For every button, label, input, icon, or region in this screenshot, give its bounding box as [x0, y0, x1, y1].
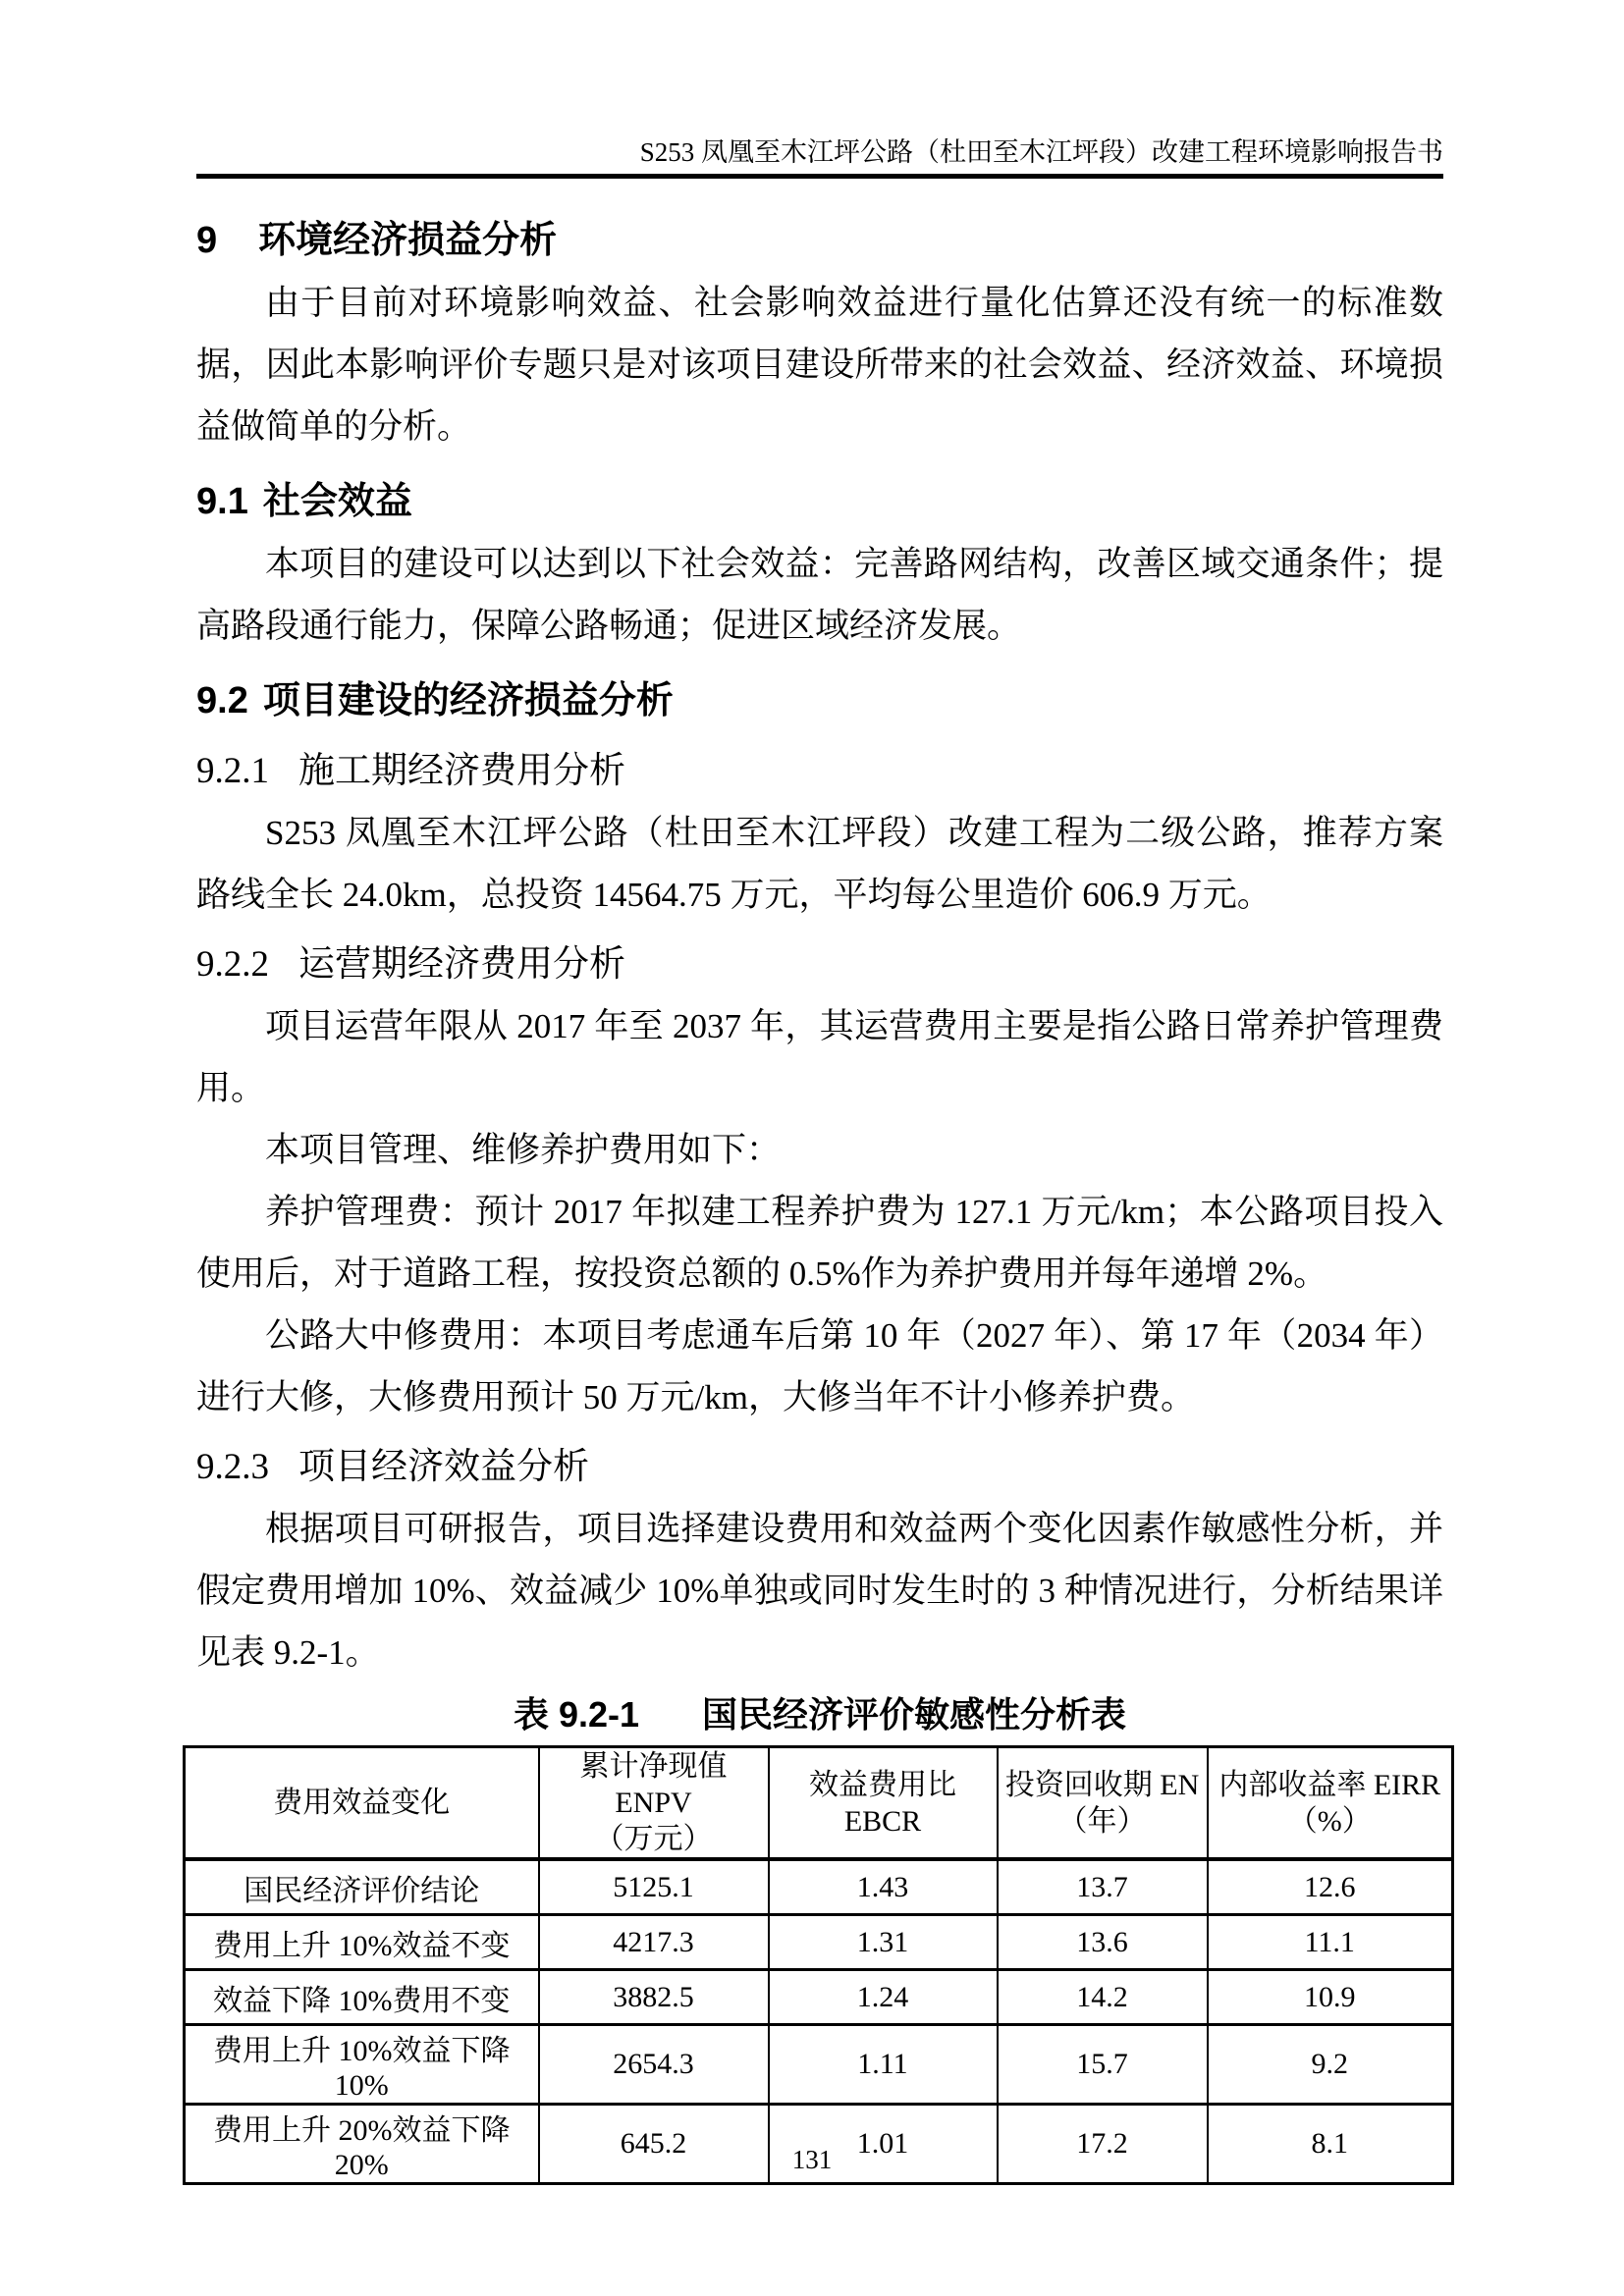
- table-caption-label: 表 9.2-1: [513, 1694, 640, 1735]
- section-9-2-3-title: 项目经济效益分析: [298, 1447, 589, 1487]
- report-header-title: S253 凤凰至木江坪公路（杜田至木江坪段）改建工程环境影响报告书: [639, 137, 1443, 167]
- col-header-ebcr: [769, 1747, 998, 1860]
- page-content: [196, 0, 1443, 2185]
- page-number: 131: [791, 2145, 833, 2174]
- ebcr-cell: 1.43: [769, 1859, 998, 1915]
- row-label-cell: 费用上升 10%效益下降 10%: [185, 2025, 539, 2105]
- col-header-line: （年）: [1057, 1804, 1147, 1838]
- paragraph-intro: 由于目前对环境影响效益、社会影响效益进行量化估算还没有统一的标准数据，因此本影响评价专题只是对该项目建设所带来的社会效益、经济效益、环境损益做简单的分析。: [196, 284, 1443, 446]
- col-header-line: 投资回收期 EN: [1004, 1768, 1200, 1801]
- section-9-2-2-title: 运营期经济费用分析: [298, 944, 625, 985]
- paragraph-construction-cost: S253 凤凰至木江坪公路（杜田至木江坪段）改建工程为二级公路，推荐方案路线全长 24.0km，总投资 14564.75 万元，平均每公里造价 606.9 万元。: [196, 814, 1443, 914]
- section-9-2-3-heading: [196, 1436, 1443, 1498]
- ebcr-cell: 1.24: [769, 1970, 998, 2025]
- enpv-cell: 2654.3: [539, 2025, 769, 2105]
- eirr-cell: 8.1: [1208, 2105, 1453, 2184]
- col-header-enpv: [539, 1747, 769, 1860]
- en-cell: 13.6: [998, 1915, 1208, 1970]
- ebcr-cell: 1.11: [769, 2025, 998, 2105]
- col-header-line: 费用效益变化: [273, 1787, 451, 1819]
- row-label-cell: 费用上升 20%效益下降 20%: [185, 2105, 539, 2184]
- paragraph-social-benefit: 本项目的建设可以达到以下社会效益：完善路网结构，改善区域交通条件；提高路段通行能力，保障公路畅通；促进区域经济发展。: [196, 545, 1443, 645]
- section-9-2-1-heading: [196, 740, 1443, 802]
- section-9-title: 环境经济损益分析: [258, 220, 558, 261]
- section-9-heading: [196, 210, 1443, 272]
- col-header-line: （万元）: [594, 1823, 713, 1855]
- col-header-line: 内部收益率 EIRR: [1218, 1768, 1441, 1801]
- paragraph-maintenance-fee: 养护管理费：预计 2017 年拟建工程养护费为 127.1 万元/km；本公路项目投入使用后，对于道路工程，按投资总额的 0.5%作为养护费用并每年递增 2%。: [196, 1193, 1443, 1293]
- paragraph-major-repair: 公路大中修费用：本项目考虑通车后第 10 年（2027 年）、第 17 年（2034 年）进行大修，大修费用预计 50 万元/km，大修当年不计小修养护费。: [196, 1316, 1443, 1416]
- section-9-2-heading: [196, 670, 1443, 732]
- table-row: [185, 1859, 1453, 1915]
- eirr-cell: 9.2: [1208, 2025, 1453, 2105]
- table-row: [185, 1970, 1453, 2025]
- eirr-cell: 12.6: [1208, 1859, 1453, 1915]
- row-label-cell: 费用上升 10%效益不变: [185, 1915, 539, 1970]
- eirr-cell: 11.1: [1208, 1915, 1453, 1970]
- ebcr-cell: 1.01: [769, 2105, 998, 2184]
- table-caption-title: 国民经济评价敏感性分析表: [702, 1694, 1127, 1735]
- section-9-1-heading: [196, 471, 1443, 533]
- en-cell: 17.2: [998, 2105, 1208, 2184]
- section-9-2-1-number: 9.2.1: [196, 751, 269, 791]
- row-label-cell: 效益下降 10%费用不变: [185, 1970, 539, 2025]
- en-cell: 15.7: [998, 2025, 1208, 2105]
- col-header-line: 累计净现值 ENPV: [579, 1750, 728, 1819]
- header-rule: [196, 174, 1443, 179]
- table-row: [185, 1915, 1453, 1970]
- table-header-row: [185, 1747, 1453, 1860]
- table-row: [185, 2025, 1453, 2105]
- section-9-1-title: 社会效益: [262, 481, 412, 522]
- ebcr-cell: 1.31: [769, 1915, 998, 1970]
- enpv-cell: 3882.5: [539, 1970, 769, 2025]
- en-cell: 13.7: [998, 1859, 1208, 1915]
- section-9-2-2-number: 9.2.2: [196, 944, 269, 985]
- section-9-1-number: 9.1: [196, 481, 248, 522]
- col-header-variation: [185, 1747, 539, 1860]
- enpv-cell: 645.2: [539, 2105, 769, 2184]
- paragraph-sensitivity: 根据项目可研报告，项目选择建设费用和效益两个变化因素作敏感性分析，并假定费用增加 10%、效益减少 10%单独或同时发生时的 3 种情况进行，分析结果详见表 9.2-1。: [196, 1510, 1443, 1672]
- enpv-cell: 4217.3: [539, 1915, 769, 1970]
- row-label-cell: 国民经济评价结论: [185, 1859, 539, 1915]
- section-9-number: 9: [196, 220, 218, 261]
- table-caption: [196, 1683, 1443, 1745]
- en-cell: 14.2: [998, 1970, 1208, 2025]
- col-header-line: （%）: [1287, 1804, 1372, 1838]
- section-9-2-1-title: 施工期经济费用分析: [298, 751, 625, 791]
- col-header-line: 效益费用比 EBCR: [809, 1768, 956, 1838]
- col-header-eirr: [1208, 1747, 1453, 1860]
- section-9-2-title: 项目建设的经济损益分析: [262, 680, 674, 721]
- paragraph-maintenance-intro: 本项目管理、维修养护费用如下：: [265, 1131, 782, 1169]
- section-9-2-3-number: 9.2.3: [196, 1447, 269, 1487]
- sensitivity-analysis-table: [183, 1745, 1454, 2185]
- eirr-cell: 10.9: [1208, 1970, 1453, 2025]
- section-9-2-number: 9.2: [196, 680, 248, 721]
- enpv-cell: 5125.1: [539, 1859, 769, 1915]
- paragraph-operation-years: 项目运营年限从 2017 年至 2037 年，其运营费用主要是指公路日常养护管理费用。: [196, 1007, 1443, 1107]
- section-9-2-2-heading: [196, 934, 1443, 995]
- col-header-en: [998, 1747, 1208, 1860]
